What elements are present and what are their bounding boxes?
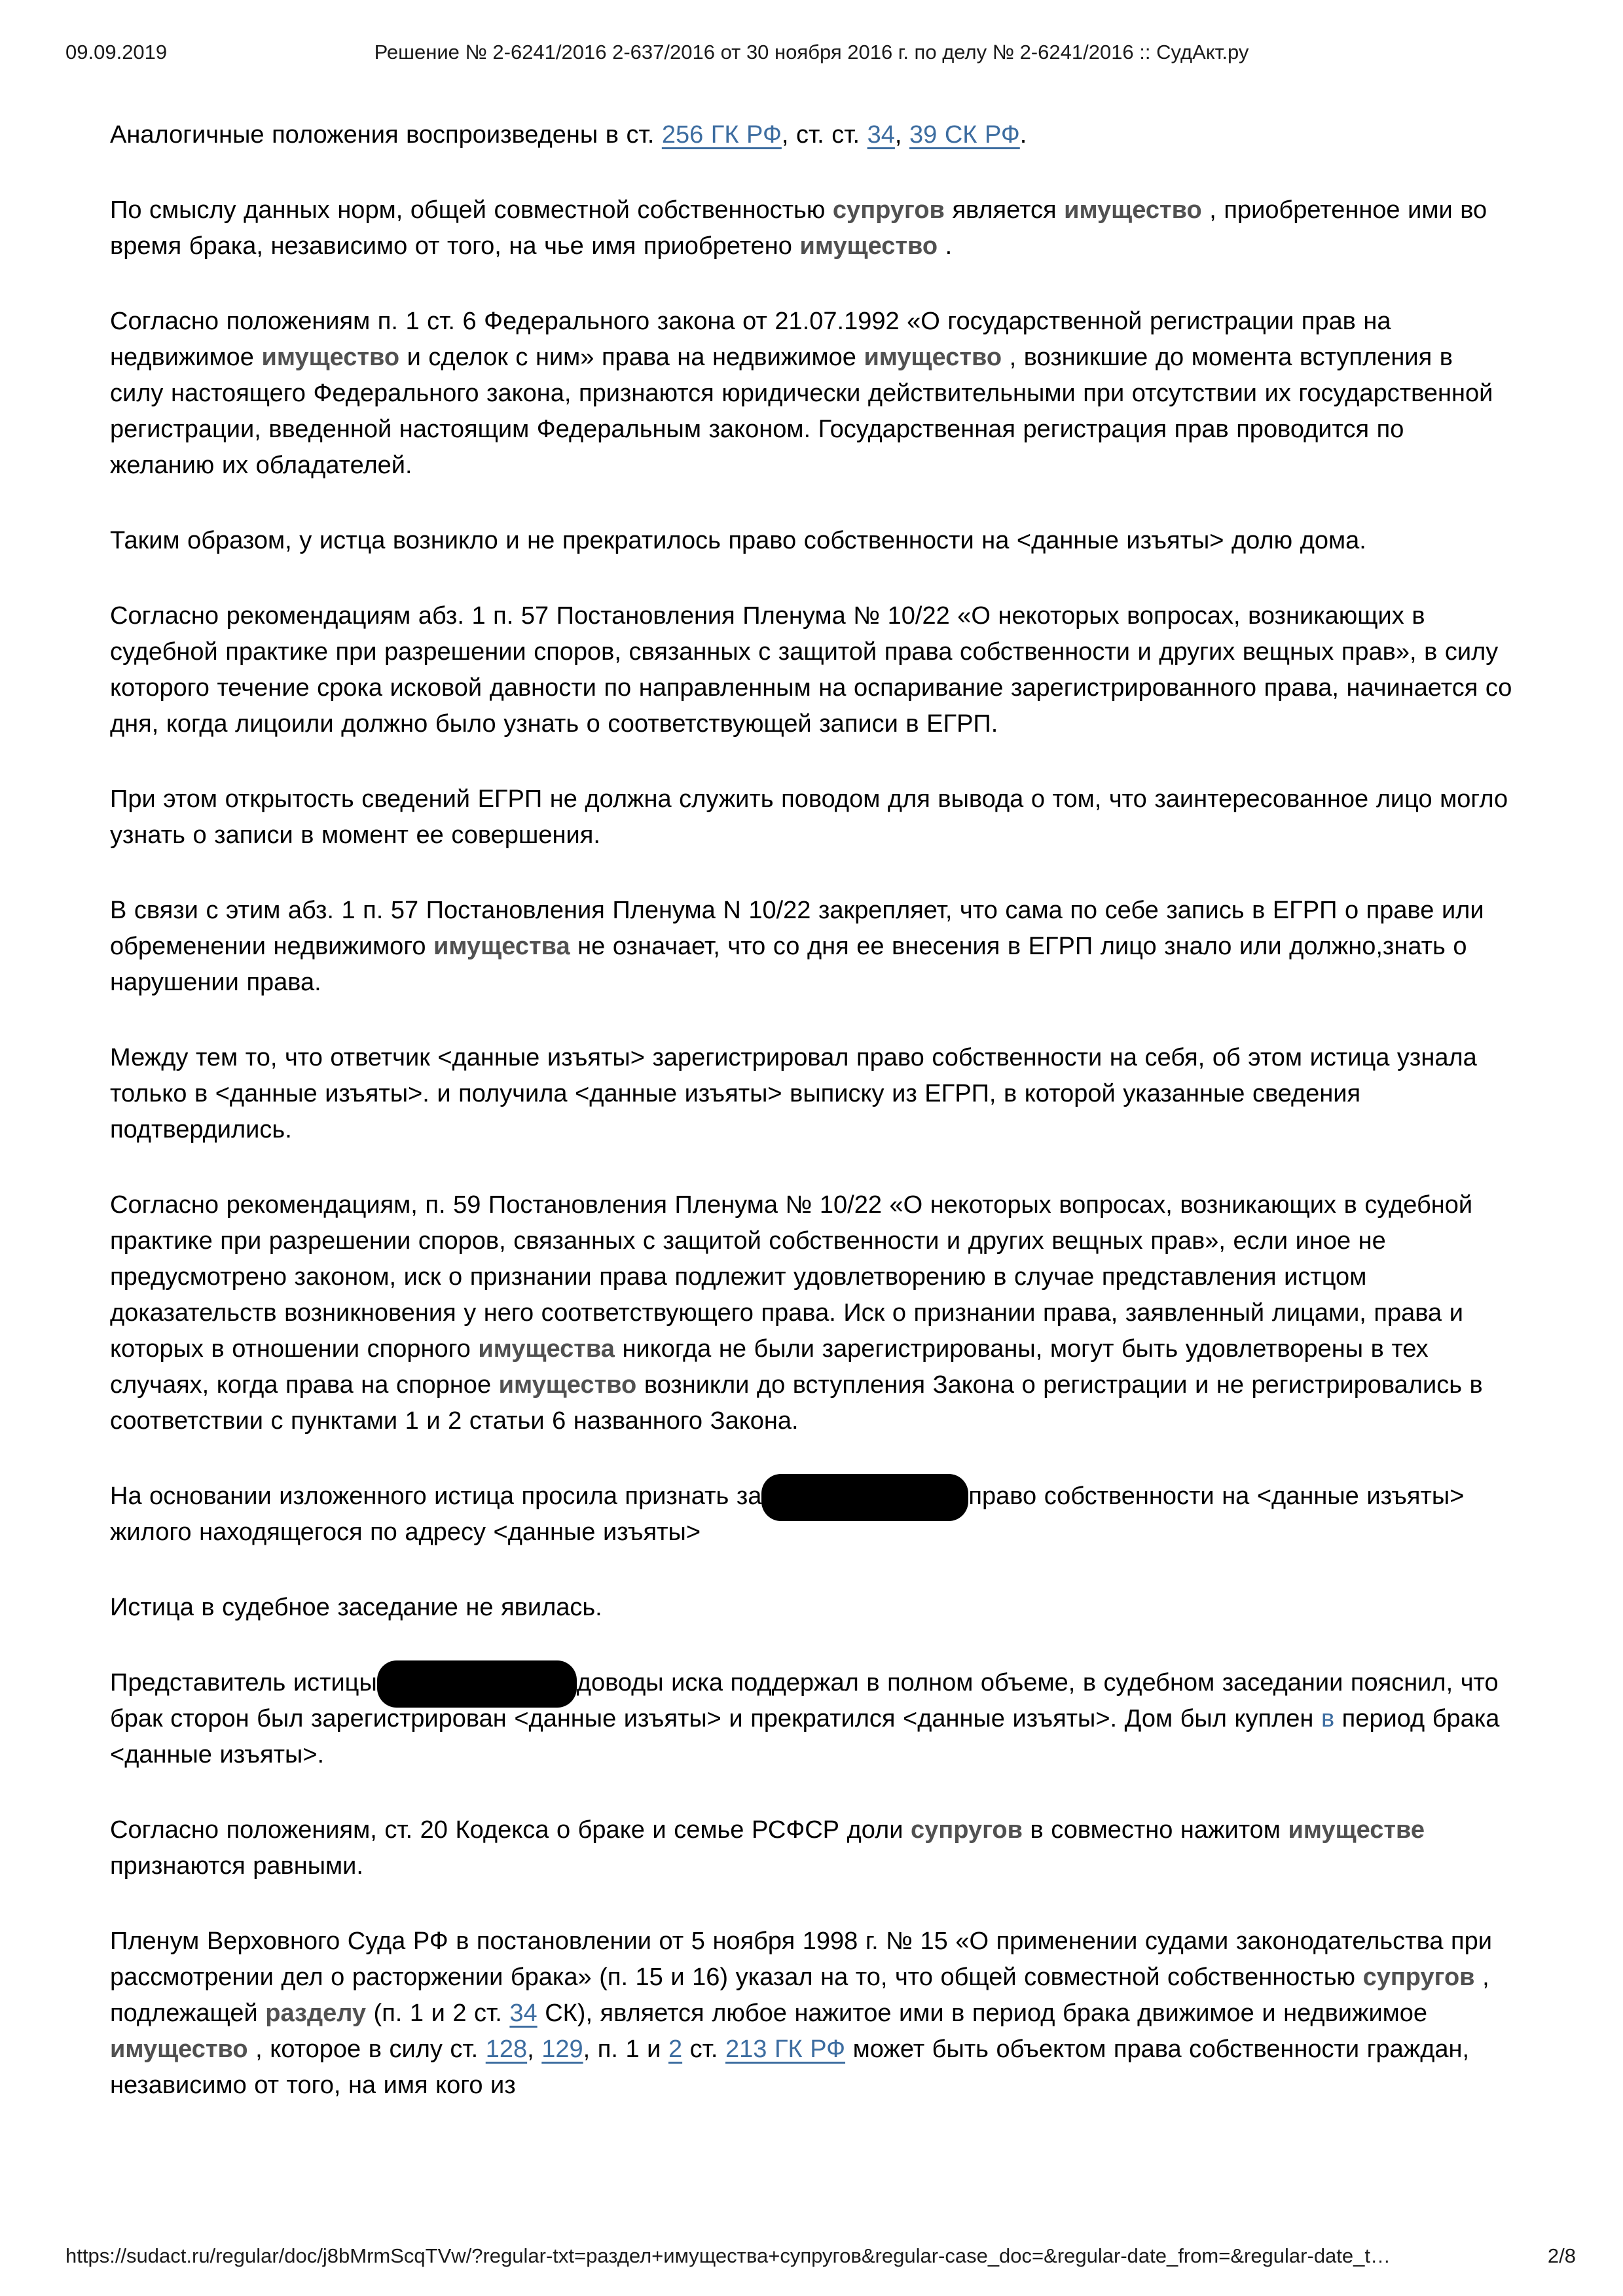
text-segment: При этом открытость сведений ЕГРП не должна служить поводом для вывода о том, что заинтересованное лицо могло узнать о записи в момент ее совершения. (110, 785, 1508, 849)
paragraph (110, 1040, 1513, 1148)
text-segment: Таким образом, у истца возникло и не прекратилось право собственности на <данные изъяты> долю дома. (110, 527, 1366, 554)
paragraph (110, 304, 1513, 484)
text-segment: Согласно рекомендациям абз. 1 п. 57 Постановления Пленума № 10/22 «О некоторых вопросах, возникающих в судебной практике при разрешении споров, связанных с защитой права собственности и других вещных прав», в силу которого течение срока исковой давности по направленным на оспаривание зарегистрированного права, начинается со дня, когда лицоили должно было узнать о соответствующей записи в ЕГРП. (110, 602, 1512, 738)
text-segment: СК), является любое нажитое ими в период брака движимое и недвижимое (537, 2000, 1428, 2027)
print-footer (65, 2242, 1576, 2270)
footer-url: https://sudact.ru/regular/doc/j8bMrmScqTVw/?regular-txt=раздел+имущества+супругов&regular-case_doc=&regular-date_from=&regular-date_t… (65, 2244, 1391, 2267)
highlighted-term: имущество (110, 2036, 248, 2063)
text-segment: На основании изложенного истица просила признать за (110, 1482, 762, 1510)
highlighted-term: имущества (478, 1335, 615, 1363)
statute-link[interactable]: 39 СК РФ (909, 121, 1020, 149)
text-segment: Между тем то, что ответчик <данные изъяты> зарегистрировал право собственности на себя, об этом истица узнала только в <данные изъяты>. и получила <данные изъяты> выписку из ЕГРП, в которой указанные сведения подтвердились. (110, 1044, 1477, 1143)
text-segment: . (1019, 121, 1027, 149)
text-segment: , (894, 121, 910, 149)
text-segment: , которое в силу ст. (247, 2036, 486, 2063)
highlighted-term: супругов (832, 196, 945, 224)
text-segment: Согласно положениям, ст. 20 Кодекса о браке и семье РСФСР доли (110, 1816, 911, 1844)
paragraph (110, 1479, 1513, 1551)
text-segment: признаются равными. (110, 1852, 363, 1880)
text-segment: никогда не были зарегистрированы, могут быть удовлетворены в тех случаях, когда права на спорное (110, 1335, 1429, 1399)
text-segment: и сделок с ним» права на недвижимое (399, 344, 864, 371)
statute-link[interactable]: 2 (668, 2036, 683, 2063)
text-segment: , подлежащей (110, 1964, 1489, 2027)
highlighted-term: имущество (864, 344, 1002, 371)
paragraph (110, 1812, 1513, 1884)
paragraph (110, 598, 1513, 742)
statute-link[interactable]: в (1321, 1705, 1335, 1732)
highlighted-term: разделу (265, 2000, 366, 2027)
text-segment: . (938, 232, 953, 260)
text-segment: Аналогичные положения воспроизведены в ст. (110, 121, 662, 149)
paragraph (110, 781, 1513, 853)
text-segment: , возникшие до момента вступления в силу настоящего Федерального закона, признаются юридически действительными при отсутствии их государственной регистрации, введенной настоящим Федеральным законом. Государственная регистрация прав проводится по желанию их обладателей. (110, 344, 1493, 479)
text-segment: Истица в судебное заседание не явилась. (110, 1594, 602, 1621)
paragraph (110, 1590, 1513, 1626)
statute-link[interactable]: 34 (509, 2000, 538, 2027)
statute-link[interactable]: 128 (485, 2036, 528, 2063)
highlighted-term: супругов (911, 1816, 1023, 1844)
statute-link[interactable]: 129 (541, 2036, 583, 2063)
text-segment: Представитель истицы (110, 1669, 377, 1696)
highlighted-term: имущество (799, 232, 938, 260)
paragraph (110, 1187, 1513, 1439)
highlighted-term: супругов (1362, 1964, 1475, 1991)
print-date: 09.09.2019 (65, 41, 168, 63)
paragraph (110, 117, 1513, 153)
text-segment: в совместно нажитом (1022, 1816, 1288, 1844)
statute-link[interactable]: 34 (867, 121, 895, 149)
paragraph (110, 1665, 1513, 1773)
text-segment: не означает, что со дня ее внесения в ЕГРП лицо знало или должно,знать о нарушении права. (110, 933, 1467, 996)
paragraph (110, 893, 1513, 1001)
document-title: Решение № 2-6241/2016 2-637/2016 от 30 ноября 2016 г. по делу № 2-6241/2016 :: СудАкт.ру (374, 41, 1249, 63)
text-segment: Согласно положениям п. 1 ст. 6 Федерального закона от 21.07.1992 «О государственной регистрации прав на недвижимое (110, 308, 1391, 371)
text-segment: По смыслу данных норм, общей совместной собственностью (110, 196, 833, 224)
statute-link[interactable]: 256 ГК РФ (661, 121, 782, 149)
text-segment: Согласно рекомендациям, п. 59 Постановления Пленума № 10/22 «О некоторых вопросах, возникающих в судебной практике при разрешении споров, связанных с защитой собственности и других вещных прав», если иное не предусмотрено законом, иск о признании права подлежит удовлетворению в случае представления истцом доказательств возникновения у него соответствующего права. Иск о признании права, заявленный лицами, права и которых в отношении спорного (110, 1191, 1473, 1363)
statute-link[interactable]: 213 ГК РФ (725, 2036, 846, 2063)
redaction-box (377, 1660, 577, 1708)
text-segment: возникли до вступления Закона о регистрации и не регистрировались в соответствии с пунктами 1 и 2 статьи 6 названного Закона. (110, 1371, 1483, 1435)
page-indicator: 2/8 (1547, 2244, 1576, 2267)
text-segment: (п. 1 и 2 ст. (365, 2000, 510, 2027)
text-segment: , ст. ст. (781, 121, 867, 149)
highlighted-term: имущество (498, 1371, 637, 1399)
text-segment: период брака <данные изъяты>. (110, 1705, 1500, 1768)
text-segment: , приобретенное ими во время брака, независимо от того, на чье имя приобретено (110, 196, 1487, 260)
text-segment: является (944, 196, 1065, 224)
text-segment: , п. 1 и (583, 2036, 668, 2063)
text-segment: , (527, 2036, 542, 2063)
highlighted-term: имущество (1064, 196, 1202, 224)
text-segment: В связи с этим абз. 1 п. 57 Постановления Пленума N 10/22 закрепляет, что сама по себе запись в ЕГРП о праве или обременении недвижимого (110, 897, 1484, 960)
document-body (110, 117, 1513, 2143)
highlighted-term: имущества (433, 933, 570, 960)
highlighted-term: имуществе (1288, 1816, 1425, 1844)
text-segment: может быть объектом права собственности граждан, независимо от того, на имя кого из (110, 2036, 1470, 2099)
text-segment: Пленум Верховного Суда РФ в постановлении от 5 ноября 1998 г. № 15 «О применении судами законодательства при рассмотрении дел о расторжении брака» (п. 15 и 16) указал на то, что общей совместной собственностью (110, 1928, 1492, 1991)
text-segment: доводы иска поддержал в полном объеме, в судебном заседании пояснил, что брак сторон был зарегистрирован <данные изъяты> и прекратился <данные изъяты>. Дом был куплен (110, 1669, 1499, 1732)
redaction-box (761, 1474, 968, 1521)
paragraph (110, 1924, 1513, 2104)
text-segment: право собственности на <данные изъяты> жилого находящегося по адресу <данные изъяты> (110, 1482, 1465, 1546)
print-header (65, 38, 1558, 67)
paragraph (110, 523, 1513, 559)
paragraph (110, 192, 1513, 264)
highlighted-term: имущество (261, 344, 400, 371)
text-segment: ст. (682, 2036, 725, 2063)
